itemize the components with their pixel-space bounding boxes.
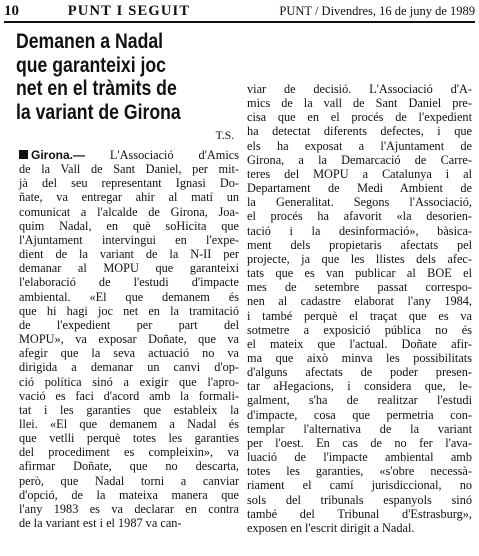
page-header xyxy=(4,2,475,22)
article-text-line: l'elaboració de l'estudi d'impacte xyxy=(19,275,239,290)
article-text-line: ció política sinó a exigir que l'apro- xyxy=(19,374,239,389)
article-text-line: que vetlli perquè totes les garanties xyxy=(19,431,239,446)
article-text-line: tar aHegacions, i considera que, le- xyxy=(247,379,472,394)
headline-line: que garanteixi joc xyxy=(16,53,166,77)
article-text-line: llei. «El que demanem a Nadal és xyxy=(19,416,239,431)
article-text-line: i també perquè el traçat que es va xyxy=(247,308,472,323)
lead-square-icon xyxy=(19,150,28,159)
article-text-line: d'opció, de la mateixa manera que xyxy=(19,487,239,502)
article-text-line: jà del seu representant Ignasi Do- xyxy=(19,176,239,191)
article-text-line: comunicat a l'alcalde de Girona, Joa- xyxy=(19,204,239,219)
article-text-line: també del Tribunal d'Estrasburg», xyxy=(247,506,472,521)
article-text-line: l'any 1983 es va declarar en contra xyxy=(19,501,239,516)
article-text-line: per l'oest. En cas de no fer l'ava- xyxy=(247,435,472,450)
article-text-line xyxy=(19,148,239,162)
article-text-line: de l'expedient per part del xyxy=(19,317,239,332)
article-text-line: mics de la vall de Sant Daniel pre- xyxy=(247,96,472,111)
section-name: PUNT I SEGUIT xyxy=(67,3,191,19)
article-text-line: de la Vall de Sant Daniel, per mit- xyxy=(19,162,239,177)
article-text-line: ment dels propietaris afectats pel xyxy=(247,237,472,252)
publication-dateline: PUNT / Divendres, 16 de juny de 1989 xyxy=(279,4,475,18)
article-text-line: teres del MOPU a Catalunya i al xyxy=(247,166,472,181)
headline-line: la variant de Girona xyxy=(16,100,181,124)
article-text-line: mes de setembre passat correspo- xyxy=(247,280,472,295)
article-text-line: ha detectat diferents defectes, i que xyxy=(247,124,472,139)
article-text-line: tat i les garanties que estableix la xyxy=(19,402,239,417)
article-text-line: del procediment es compleixin», va xyxy=(19,445,239,460)
article-text-line: però, que Nadal torni a canviar xyxy=(19,473,239,488)
article-text-line: galment, s'ha de realitzar l'estudi xyxy=(247,393,472,408)
article-text-line: MOPU», va exposar Doñate, que va xyxy=(19,332,239,347)
article-text-line: exposen en l'escrit dirigit a Nadal. xyxy=(247,520,415,535)
article-text-line: viar de decisió. L'Associació d'A- xyxy=(247,82,472,96)
article-text-line: ma que això minva les possibilitats xyxy=(247,350,472,365)
article-text-line: ambiental. «El que demanem és xyxy=(19,289,239,304)
article-text-line: ñate, va entregar ahir al matí un xyxy=(19,190,239,205)
headline-line: net en el tràmits de xyxy=(16,77,177,101)
article-column-left xyxy=(19,148,239,530)
header-rule xyxy=(4,21,475,23)
article-text-line: Departament de Medi Ambient de xyxy=(247,181,472,196)
article-text-line: dirigida a demanar un canvi d'op- xyxy=(19,360,239,375)
page-number: 10 xyxy=(4,3,19,19)
article-text-line: de la variant est i el 1987 va can- xyxy=(19,516,182,531)
article-text-line: sotmetre a exposició pública no és xyxy=(247,322,472,337)
article-place: Girona.— xyxy=(31,148,86,162)
article-text-line: tació i la desinformació», bàsica- xyxy=(247,223,472,238)
article-text-line: templar l'alternativa de la variant xyxy=(247,421,472,436)
article-text-line: demanar al MOPU que garanteixi xyxy=(19,261,239,276)
article-text-line: afegir que la seva actuació no va xyxy=(19,346,239,361)
article-text-line: dient de la variant de la N-II per xyxy=(19,247,239,262)
article-text-line: vació es faci d'acord amb la formali- xyxy=(19,388,239,403)
article-text-line: cisa que en el procés de l'expedient xyxy=(247,110,472,125)
article-text-line: projecte, ja que les llistes dels afec- xyxy=(247,251,472,266)
article-text-line: la Generalitat. Segons l'Associació, xyxy=(247,195,472,210)
article-text-line: l'Ajuntament intervingui en l'expe- xyxy=(19,232,239,247)
article-text-line: sols del tribunals espanyols sinó xyxy=(247,492,472,507)
article-text-line: quim Nadal, en què soHicita que xyxy=(19,218,239,233)
article-text-line: tats que es van publicar al BOE el xyxy=(247,266,472,281)
article-byline: T.S. xyxy=(215,130,234,142)
article-column-right xyxy=(247,82,472,535)
article-text-line: els ha exposat a l'Ajuntament de xyxy=(247,138,472,153)
article-text-line: luació de l'impacte ambiental amb xyxy=(247,450,472,465)
headline-line: Demanen a Nadal xyxy=(16,30,164,53)
article-text-line: el procés ha afavorit «la desorien- xyxy=(247,209,472,224)
article-text-line: Girona, a la Demarcació de Carre- xyxy=(247,152,472,167)
article-text-line: riament el camí jurisdiccional, no xyxy=(247,478,472,493)
article-text-line: el mateix que l'actual. Doñate afir- xyxy=(247,336,472,351)
article-text-line: afirmar Doñate, que no descarta, xyxy=(19,459,239,474)
article-headline xyxy=(16,30,226,124)
article-text-line: que hi hagi joc net en la tramitació xyxy=(19,303,239,318)
article-text-line: d'impacte, cosa que permetria con- xyxy=(247,407,472,422)
article-text-line: totes les garanties, «s'obre necessà- xyxy=(247,464,472,479)
article-text-line: d'alguns afectats de poder presen- xyxy=(247,365,472,380)
article-text-line: nen al cadastre elaborat l'any 1984, xyxy=(247,294,472,309)
article-text-fragment: L'Associació d'Amics xyxy=(85,148,239,162)
